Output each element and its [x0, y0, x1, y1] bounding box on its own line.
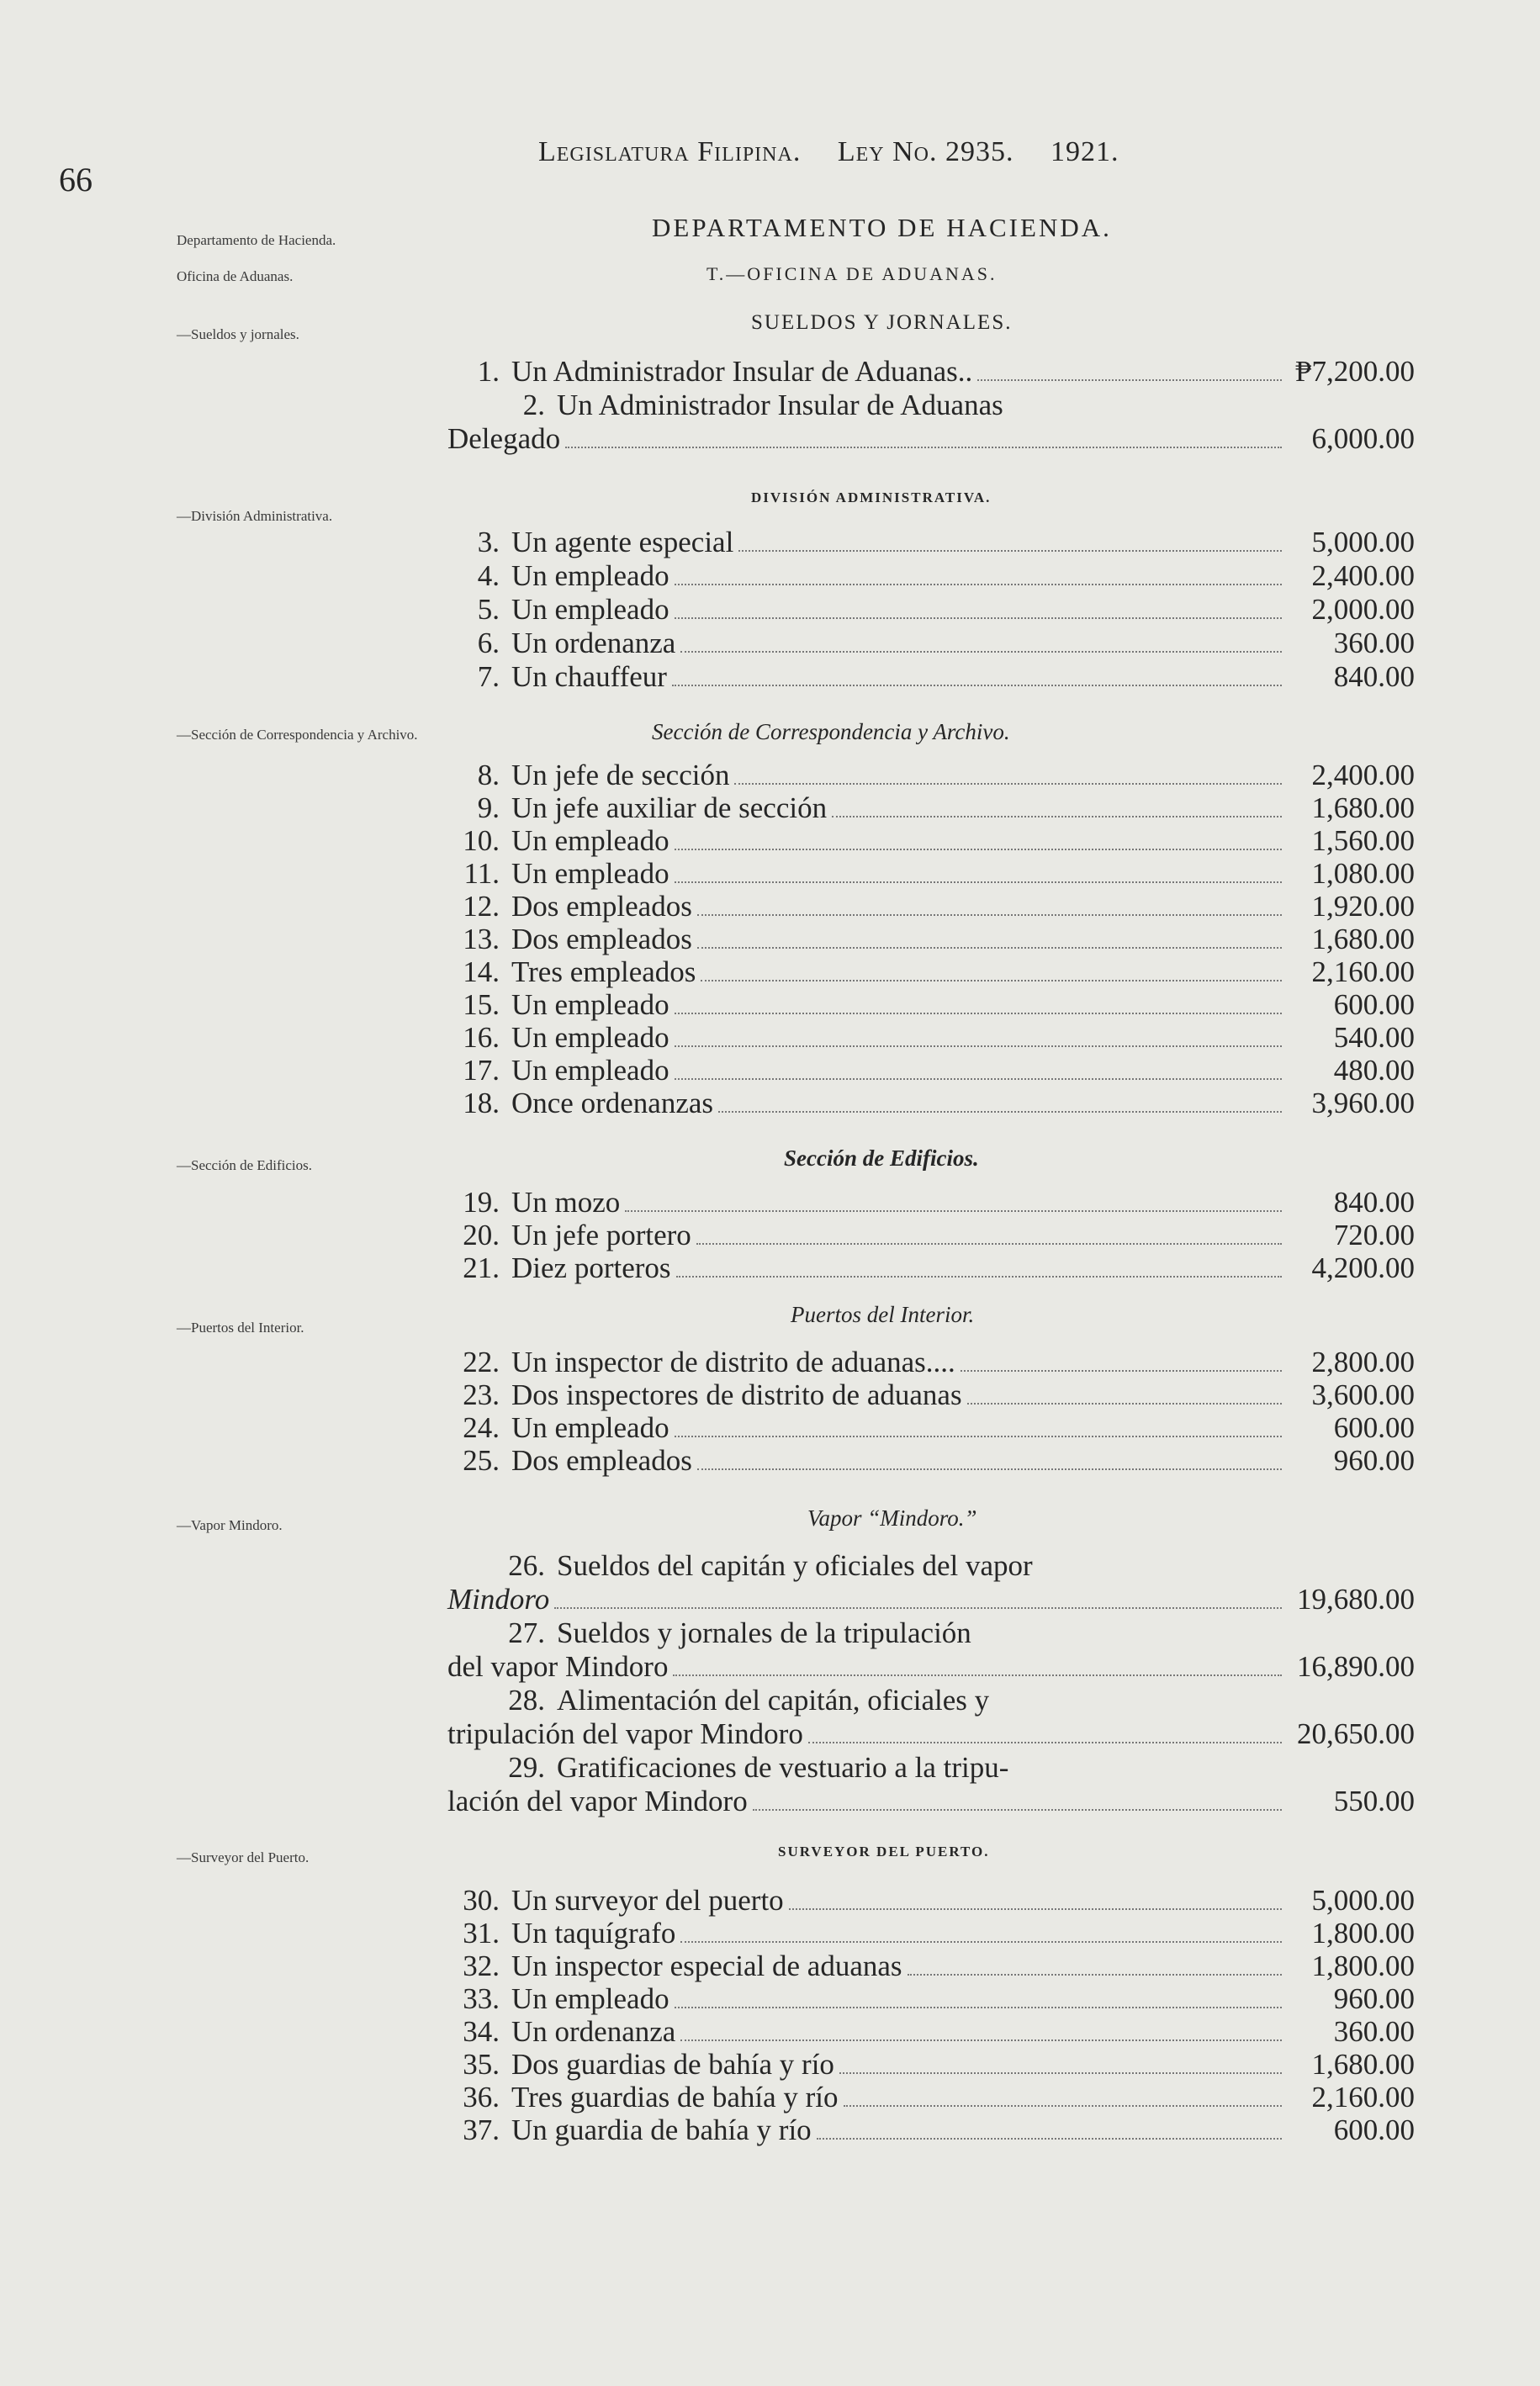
list-item: 36. Tres guardias de bahía y río 2,160.00	[463, 2081, 1415, 2114]
list-item: 13. Dos empleados 1,680.00	[463, 923, 1415, 955]
list-item-first-line: 2. Un Administrador Insular de Aduanas	[522, 389, 1003, 421]
list-item: 10. Un empleado 1,560.00	[463, 824, 1415, 857]
list-item: 14. Tres empleados 2,160.00	[463, 955, 1415, 988]
margin-note-surveyor: —Surveyor del Puerto.	[177, 1849, 310, 1865]
list-item: 23. Dos inspectores de distrito de aduanas 3,600.00	[463, 1378, 1415, 1411]
list-item: 8. Un jefe de sección 2,400.00	[477, 759, 1415, 791]
running-head	[538, 136, 1147, 168]
list-item: 33. Un empleado 960.00	[463, 1982, 1415, 2015]
list-item-first-line: 29. Gratificaciones de vestuario a la tripu-	[508, 1751, 1009, 1784]
page-number: 66	[59, 161, 93, 198]
list-item: 25. Dos empleados 960.00	[463, 1444, 1415, 1477]
list-item: 32. Un inspector especial de aduanas 1,800.00	[463, 1950, 1415, 1982]
department-title: DEPARTAMENTO DE HACIENDA.	[652, 213, 1112, 242]
list-item: 34. Un ordenanza 360.00	[463, 2015, 1415, 2048]
list-item-first-line: 27. Sueldos y jornales de la tripulación	[508, 1616, 971, 1649]
section-division-title: DIVISIÓN ADMINISTRATIVA.	[751, 489, 992, 505]
list-item: tripulación del vapor Mindoro 20,650.00	[447, 1717, 1415, 1750]
list-item: 7. Un chauffeur 840.00	[477, 660, 1415, 693]
list-item: 11. Un empleado 1,080.00	[463, 857, 1415, 890]
list-item: 24. Un empleado 600.00	[463, 1411, 1415, 1444]
margin-note-departamento: Departamento de Hacienda.	[177, 232, 336, 248]
section-puertos-title: Puertos del Interior.	[791, 1302, 975, 1327]
section-surveyor-title: SURVEYOR DEL PUERTO.	[778, 1844, 990, 1860]
section-vapor-title: Vapor “Mindoro.”	[807, 1505, 977, 1531]
list-item: 22. Un inspector de distrito de aduanas.... 2,800.00	[463, 1346, 1415, 1378]
list-item: Delegado 6,000.00	[447, 422, 1415, 455]
list-item: lación del vapor Mindoro 550.00	[447, 1785, 1415, 1817]
list-item: 30. Un surveyor del puerto 5,000.00	[463, 1884, 1415, 1917]
list-item: 3. Un agente especial 5,000.00	[477, 526, 1415, 558]
margin-note-vapor: —Vapor Mindoro.	[177, 1517, 283, 1533]
section-edificios-title: Sección de Edificios.	[784, 1145, 979, 1171]
margin-note-puertos: —Puertos del Interior.	[177, 1320, 304, 1336]
list-item: 15. Un empleado 600.00	[463, 988, 1415, 1021]
list-item: 16. Un empleado 540.00	[463, 1021, 1415, 1054]
list-item: 6. Un ordenanza 360.00	[477, 627, 1415, 659]
list-item: 5. Un empleado 2,000.00	[477, 593, 1415, 626]
list-item: 31. Un taquígrafo 1,800.00	[463, 1917, 1415, 1950]
list-item: 19. Un mozo 840.00	[463, 1186, 1415, 1219]
margin-note-correspondencia: —Sección de Correspondencia y Archivo.	[177, 727, 418, 743]
margin-note-oficina: Oficina de Aduanas.	[177, 268, 294, 284]
list-item: 20. Un jefe portero 720.00	[463, 1219, 1415, 1251]
list-item: 18. Once ordenanzas 3,960.00	[463, 1087, 1415, 1119]
running-head-title: Legislatura Filipina.	[538, 136, 802, 167]
list-item: 12. Dos empleados 1,920.00	[463, 890, 1415, 923]
margin-note-edificios: —Sección de Edificios.	[177, 1157, 312, 1173]
running-head-law: Ley No. 2935.	[837, 136, 1014, 167]
list-item: 4. Un empleado 2,400.00	[477, 559, 1415, 592]
office-title: T.—OFICINA DE ADUANAS.	[706, 263, 998, 284]
margin-note-division: —División Administrativa.	[177, 508, 333, 524]
list-item: del vapor Mindoro 16,890.00	[447, 1650, 1415, 1683]
section-sueldos-title: SUELDOS Y JORNALES.	[751, 311, 1013, 334]
list-item: 37. Un guardia de bahía y río 600.00	[463, 2114, 1415, 2146]
section-correspondencia-title: Sección de Correspondencia y Archivo.	[652, 719, 1010, 744]
list-item: Mindoro 19,680.00	[447, 1583, 1415, 1616]
running-head-year: 1921.	[1050, 136, 1119, 167]
list-item-first-line: 28. Alimentación del capitán, oficiales y	[508, 1684, 990, 1717]
list-item: 17. Un empleado 480.00	[463, 1054, 1415, 1087]
list-item: 1. Un Administrador Insular de Aduanas.. ₱7,200.00	[477, 355, 1415, 388]
list-item: 35. Dos guardias de bahía y río 1,680.00	[463, 2048, 1415, 2081]
list-item: 9. Un jefe auxiliar de sección 1,680.00	[477, 791, 1415, 824]
list-item: 21. Diez porteros 4,200.00	[463, 1251, 1415, 1284]
margin-note-sueldos: —Sueldos y jornales.	[177, 326, 299, 342]
list-item-first-line: 26. Sueldos del capitán y oficiales del vapor	[508, 1549, 1033, 1582]
